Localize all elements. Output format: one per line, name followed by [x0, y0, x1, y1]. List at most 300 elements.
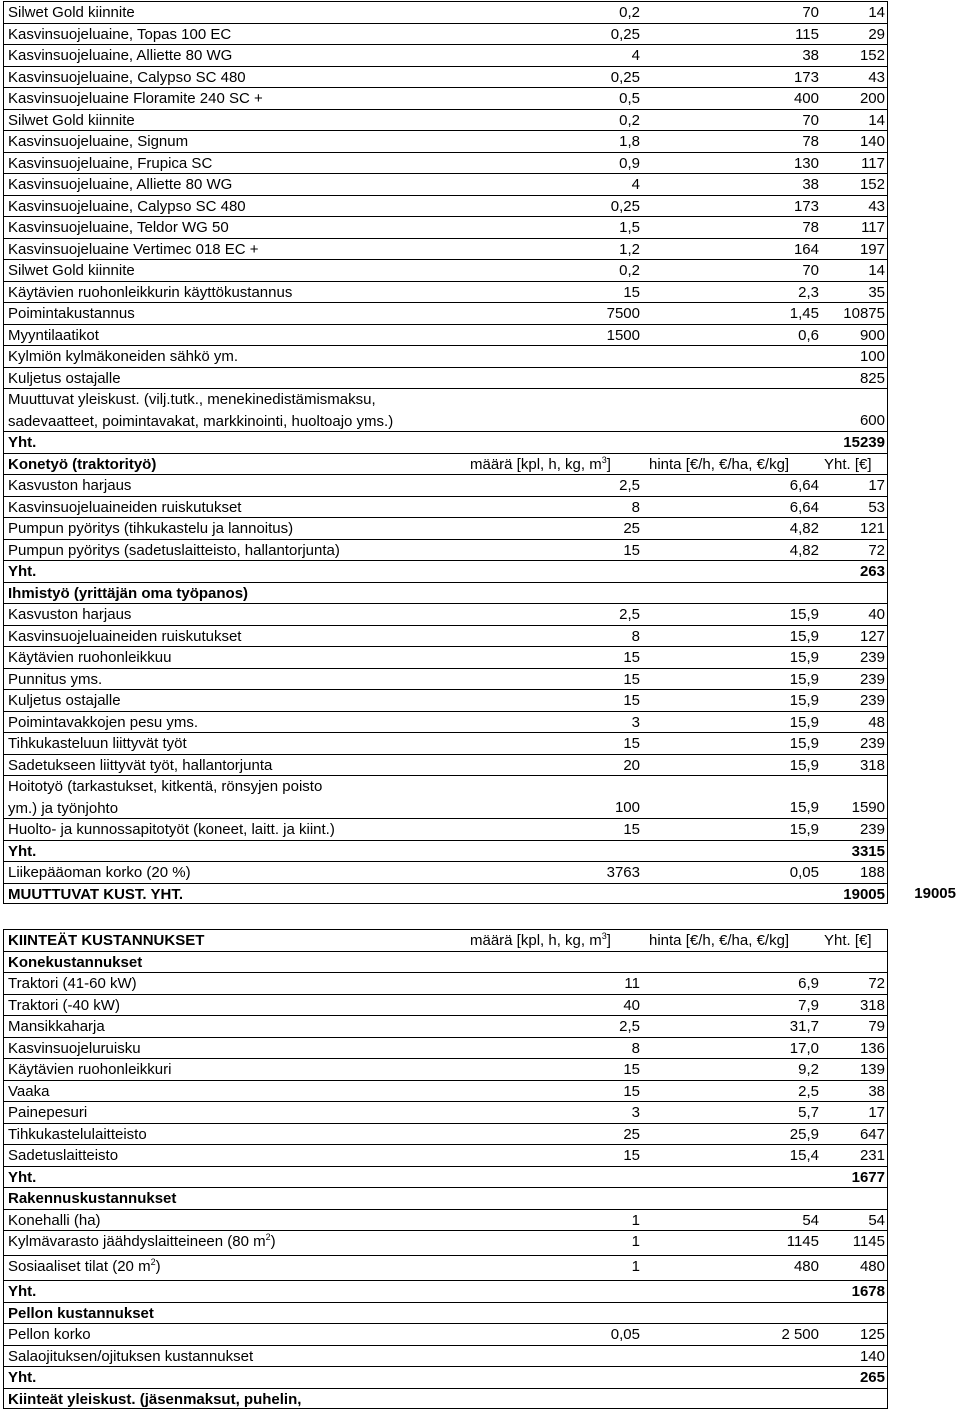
- quantity-cell: 0,9: [466, 152, 643, 174]
- total-cell: 14: [821, 1, 888, 23]
- section-header-row: [3, 453, 888, 475]
- total-cell: 647: [821, 1123, 888, 1145]
- row-label: Kasvinsuojeluaineiden ruiskutukset: [3, 496, 466, 518]
- sum-row: [3, 1280, 888, 1302]
- total-cell: 29: [821, 23, 888, 45]
- row-label: [3, 775, 466, 818]
- table-row: [3, 281, 888, 303]
- quantity-cell: 1,5: [466, 216, 643, 238]
- table-row: [3, 603, 888, 625]
- quantity-cell: 0,05: [466, 1323, 643, 1345]
- price-cell: 15,4: [643, 1144, 821, 1166]
- quantity-cell: 1500: [466, 324, 643, 346]
- quantity-cell: 3: [466, 1101, 643, 1123]
- header-qty-end: ]: [606, 455, 611, 473]
- row-label: Pumpun pyöritys (tihkukastelu ja lannoitus): [3, 517, 466, 539]
- row-label: Pellon kustannukset: [3, 1302, 466, 1324]
- price-cell: 15,9: [643, 689, 821, 711]
- total-cell: 127: [821, 625, 888, 647]
- total-cell: 10875: [821, 302, 888, 324]
- grand-total-row: [3, 883, 956, 905]
- price-cell: 70: [643, 109, 821, 131]
- row-label: Yht.: [3, 1166, 466, 1188]
- row-label: Kasvinsuojeluaine, Calypso SC 480: [3, 66, 466, 88]
- row-label: Tihkukasteluun liittyvät työt: [3, 732, 466, 754]
- quantity-cell: 0,5: [466, 87, 643, 109]
- price-cell: 164: [643, 238, 821, 260]
- total-cell: 600: [821, 388, 888, 431]
- price-cell: hinta [€/h, €/ha, €/kg]: [643, 453, 821, 475]
- price-cell: [643, 560, 821, 582]
- price-cell: [643, 388, 821, 431]
- table-row: [3, 238, 888, 260]
- price-cell: [643, 1166, 821, 1188]
- price-cell: [643, 345, 821, 367]
- table-row: [3, 173, 888, 195]
- quantity-cell: 100: [466, 775, 643, 818]
- price-cell: 15,9: [643, 668, 821, 690]
- quantity-cell: 0,2: [466, 259, 643, 281]
- price-cell: [643, 840, 821, 862]
- total-cell: 1678: [821, 1280, 888, 1302]
- total-cell: 121: [821, 517, 888, 539]
- row-label: Myyntilaatikot: [3, 324, 466, 346]
- total-cell: 239: [821, 732, 888, 754]
- section-title-row: [3, 582, 888, 604]
- section-header-row: [3, 929, 888, 951]
- quantity-cell: 0,2: [466, 1, 643, 23]
- total-cell: 318: [821, 994, 888, 1016]
- row-label: Käytävien ruohonleikkuri: [3, 1058, 466, 1080]
- row-label-sup: 2: [265, 1232, 271, 1242]
- price-cell: [643, 582, 821, 604]
- quantity-cell: 4: [466, 44, 643, 66]
- total-cell: 117: [821, 152, 888, 174]
- row-label: Kasvinsuojeluaine, Alliette 80 WG: [3, 173, 466, 195]
- row-label-line: sadevaatteet, poimintavakat, markkinointi, huoltoajo yms.): [8, 412, 394, 430]
- row-label: Painepesuri: [3, 1101, 466, 1123]
- price-cell: 15,9: [643, 625, 821, 647]
- price-cell: 54: [643, 1209, 821, 1231]
- sum-row: [3, 560, 888, 582]
- row-label: Kasvinsuojeluaineiden ruiskutukset: [3, 625, 466, 647]
- row-label: [3, 1209, 466, 1231]
- price-cell: 173: [643, 66, 821, 88]
- table-row: [3, 66, 888, 88]
- table-row: [3, 324, 888, 346]
- header-qty-text: määrä [kpl, h, kg, m: [470, 932, 602, 949]
- price-cell: 4,82: [643, 539, 821, 561]
- row-label: Sadetukseen liittyvät työt, hallantorjunta: [3, 754, 466, 776]
- row-label: Traktori (41-60 kW): [3, 972, 466, 994]
- total-cell: 200: [821, 87, 888, 109]
- price-cell: [643, 431, 821, 453]
- total-cell: 263: [821, 560, 888, 582]
- total-cell: 139: [821, 1058, 888, 1080]
- table-row: [3, 1209, 888, 1231]
- table-row: [3, 1388, 888, 1410]
- table-row: [3, 109, 888, 131]
- price-cell: [643, 1345, 821, 1367]
- total-cell: 3315: [821, 840, 888, 862]
- row-label: Kasvuston harjaus: [3, 603, 466, 625]
- quantity-cell: [466, 1280, 643, 1302]
- quantity-cell: 15: [466, 668, 643, 690]
- extra-total-cell: 19005: [914, 884, 956, 902]
- row-label: Salaojituksen/ojituksen kustannukset: [3, 1345, 466, 1367]
- row-label: Silwet Gold kiinnite: [3, 259, 466, 281]
- table-row-tall: [3, 388, 888, 431]
- table-row: [3, 625, 888, 647]
- row-label: Tihkukastelulaitteisto: [3, 1123, 466, 1145]
- total-cell: 140: [821, 130, 888, 152]
- total-cell: 14: [821, 259, 888, 281]
- quantity-cell: [466, 582, 643, 604]
- table-row: [3, 972, 888, 994]
- table-row: [3, 1101, 888, 1123]
- price-cell: 15,9: [643, 818, 821, 840]
- total-cell: 152: [821, 44, 888, 66]
- price-cell: 78: [643, 216, 821, 238]
- table-row: [3, 994, 888, 1016]
- row-label: Konetyö (traktorityö): [3, 453, 466, 475]
- table-row: [3, 732, 888, 754]
- price-cell: 173: [643, 195, 821, 217]
- row-label: Kasvinsuojeluaine, Signum: [3, 130, 466, 152]
- total-cell: 117: [821, 216, 888, 238]
- total-cell: [821, 582, 888, 604]
- total-cell: 125: [821, 1323, 888, 1345]
- total-cell: 188: [821, 861, 888, 883]
- total-cell: 152: [821, 173, 888, 195]
- table-row: [3, 1323, 888, 1345]
- total-cell: 53: [821, 496, 888, 518]
- price-cell: 25,9: [643, 1123, 821, 1145]
- table-row: [3, 259, 888, 281]
- price-cell: 6,64: [643, 474, 821, 496]
- total-cell: 43: [821, 195, 888, 217]
- table-row: [3, 496, 888, 518]
- price-cell: 15,9: [643, 775, 821, 818]
- price-cell: 38: [643, 44, 821, 66]
- row-label: [3, 388, 466, 431]
- price-cell: 2,3: [643, 281, 821, 303]
- price-cell: 0,6: [643, 324, 821, 346]
- total-cell: 1145: [821, 1230, 888, 1255]
- price-cell: [643, 883, 821, 905]
- table-row: [3, 302, 888, 324]
- price-cell: 7,9: [643, 994, 821, 1016]
- price-cell: 5,7: [643, 1101, 821, 1123]
- row-label: Kasvinsuojeluaine, Topas 100 EC: [3, 23, 466, 45]
- quantity-cell: 1,8: [466, 130, 643, 152]
- quantity-cell: 15: [466, 1080, 643, 1102]
- total-cell: 17: [821, 474, 888, 496]
- total-cell: 480: [821, 1255, 888, 1280]
- price-cell: [643, 1187, 821, 1209]
- quantity-cell: [466, 1366, 643, 1388]
- row-label: Yht.: [3, 1366, 466, 1388]
- price-cell: 0,05: [643, 861, 821, 883]
- row-label-text: Konehalli (ha): [8, 1211, 101, 1229]
- quantity-cell: 7500: [466, 302, 643, 324]
- total-cell: 40: [821, 603, 888, 625]
- total-cell: 72: [821, 539, 888, 561]
- table-row: [3, 818, 888, 840]
- table-row: [3, 517, 888, 539]
- row-label-line: Muuttuvat yleiskust. (vilj.tutk., menekinedistämismaksu,: [8, 391, 376, 408]
- quantity-cell: 15: [466, 539, 643, 561]
- total-cell: 38: [821, 1080, 888, 1102]
- price-cell: [643, 1388, 821, 1410]
- row-label: [3, 1255, 466, 1280]
- table-row: [3, 689, 888, 711]
- price-cell: 1145: [643, 1230, 821, 1255]
- total-cell: 265: [821, 1366, 888, 1388]
- price-cell: [643, 1366, 821, 1388]
- row-label: Ihmistyö (yrittäjän oma työpanos): [3, 582, 466, 604]
- table-row: [3, 44, 888, 66]
- total-cell: 1590: [821, 775, 888, 818]
- quantity-cell: 15: [466, 646, 643, 668]
- price-cell: 115: [643, 23, 821, 45]
- table-row: [3, 539, 888, 561]
- quantity-cell: [466, 560, 643, 582]
- table-row: [3, 1015, 888, 1037]
- total-cell: 197: [821, 238, 888, 260]
- row-label: Traktori (-40 kW): [3, 994, 466, 1016]
- sum-row: [3, 1166, 888, 1188]
- price-cell: 400: [643, 87, 821, 109]
- row-label: Silwet Gold kiinnite: [3, 109, 466, 131]
- table-row: [3, 1037, 888, 1059]
- price-cell: 15,9: [643, 754, 821, 776]
- row-label: [3, 1230, 466, 1255]
- total-cell: 239: [821, 689, 888, 711]
- quantity-cell: 20: [466, 754, 643, 776]
- quantity-cell: 3: [466, 711, 643, 733]
- quantity-cell: 0,25: [466, 23, 643, 45]
- quantity-cell: [466, 929, 643, 951]
- row-label: Käytävien ruohonleikkuu: [3, 646, 466, 668]
- table-row: [3, 1144, 888, 1166]
- quantity-cell: 11: [466, 972, 643, 994]
- total-cell: 100: [821, 345, 888, 367]
- row-label: Kasvuston harjaus: [3, 474, 466, 496]
- row-label: Pumpun pyöritys (sadetuslaitteisto, hallantorjunta): [3, 539, 466, 561]
- total-cell: 825: [821, 367, 888, 389]
- quantity-cell: 15: [466, 1058, 643, 1080]
- row-label: Kasvinsuojeluaine Floramite 240 SC +: [3, 87, 466, 109]
- row-label: MUUTTUVAT KUST. YHT.: [3, 883, 466, 905]
- price-cell: 2,5: [643, 1080, 821, 1102]
- price-cell: [643, 1280, 821, 1302]
- row-label: Käytävien ruohonleikkurin käyttökustannus: [3, 281, 466, 303]
- quantity-cell: 2,5: [466, 603, 643, 625]
- total-cell: 239: [821, 818, 888, 840]
- quantity-cell: [466, 1187, 643, 1209]
- table-row: [3, 216, 888, 238]
- quantity-cell: 3763: [466, 861, 643, 883]
- row-label: Sadetuslaitteisto: [3, 1144, 466, 1166]
- total-cell: 19005: [821, 883, 888, 905]
- quantity-cell: [466, 1166, 643, 1188]
- total-cell: 48: [821, 711, 888, 733]
- total-cell: 900: [821, 324, 888, 346]
- quantity-cell: [466, 883, 643, 905]
- total-cell: 43: [821, 66, 888, 88]
- row-label: Kasvinsuojeluaine, Frupica SC: [3, 152, 466, 174]
- quantity-cell: [466, 1388, 643, 1410]
- row-label: Poimintavakkojen pesu yms.: [3, 711, 466, 733]
- price-cell: 480: [643, 1255, 821, 1280]
- row-label: Kasvinsuojeluaine, Alliette 80 WG: [3, 44, 466, 66]
- row-label-line: Hoitotyö (tarkastukset, kitkentä, rönsyjen poisto: [8, 778, 323, 795]
- quantity-cell: [466, 345, 643, 367]
- row-label: Mansikkaharja: [3, 1015, 466, 1037]
- table-row: [3, 1, 888, 23]
- table-row: [3, 87, 888, 109]
- total-cell: Yht. [€]: [821, 929, 888, 951]
- row-label: Yht.: [3, 431, 466, 453]
- header-qty-end: ]: [606, 932, 611, 949]
- quantity-cell: 0,25: [466, 66, 643, 88]
- table-row: [3, 195, 888, 217]
- quantity-cell: [466, 431, 643, 453]
- row-label: Kasvinsuojeluaine Vertimec 018 EC +: [3, 238, 466, 260]
- price-cell: 38: [643, 173, 821, 195]
- price-cell: 1,45: [643, 302, 821, 324]
- quantity-cell: 25: [466, 1123, 643, 1145]
- quantity-cell: 15: [466, 281, 643, 303]
- row-label: Kasvinsuojeluaine, Teldor WG 50: [3, 216, 466, 238]
- table-row-tall: [3, 775, 888, 818]
- total-cell: [821, 1302, 888, 1324]
- section-title-row: [3, 951, 888, 973]
- price-cell: 70: [643, 259, 821, 281]
- header-qty-text: määrä [kpl, h, kg, m: [470, 455, 602, 473]
- price-cell: 15,9: [643, 603, 821, 625]
- quantity-cell: 15: [466, 1144, 643, 1166]
- quantity-cell: [466, 951, 643, 973]
- quantity-cell: 1: [466, 1230, 643, 1255]
- header-qty-sup: 3: [601, 454, 607, 465]
- quantity-cell: 8: [466, 625, 643, 647]
- price-cell: [643, 1302, 821, 1324]
- row-label: KIINTEÄT KUSTANNUKSET: [3, 929, 466, 951]
- quantity-cell: [466, 1345, 643, 1367]
- table-row: [3, 23, 888, 45]
- quantity-cell: 1,2: [466, 238, 643, 260]
- price-cell: 31,7: [643, 1015, 821, 1037]
- price-cell: [643, 951, 821, 973]
- row-label-after: ): [155, 1258, 161, 1275]
- total-cell: 79: [821, 1015, 888, 1037]
- price-cell: 9,2: [643, 1058, 821, 1080]
- quantity-cell: 25: [466, 517, 643, 539]
- row-label: Kuljetus ostajalle: [3, 689, 466, 711]
- total-cell: 72: [821, 972, 888, 994]
- quantity-cell: 2,5: [466, 474, 643, 496]
- quantity-cell: 8: [466, 496, 643, 518]
- total-cell: 15239: [821, 431, 888, 453]
- total-cell: 35: [821, 281, 888, 303]
- price-cell: 78: [643, 130, 821, 152]
- total-cell: 54: [821, 1209, 888, 1231]
- table-row: [3, 1255, 888, 1280]
- quantity-cell: [466, 840, 643, 862]
- quantity-cell: 0,25: [466, 195, 643, 217]
- table-row: [3, 152, 888, 174]
- price-cell: hinta [€/h, €/ha, €/kg]: [643, 929, 821, 951]
- total-cell: 1677: [821, 1166, 888, 1188]
- row-label: Huolto- ja kunnossapitotyöt (koneet, laitt. ja kiint.): [3, 818, 466, 840]
- total-cell: 239: [821, 646, 888, 668]
- total-cell: 318: [821, 754, 888, 776]
- row-label-text: Kylmävarasto jäähdyslaitteineen (80 m: [8, 1233, 266, 1250]
- price-cell: 15,9: [643, 646, 821, 668]
- quantity-cell: 8: [466, 1037, 643, 1059]
- row-label-sup: 2: [150, 1257, 156, 1267]
- row-label: Yht.: [3, 840, 466, 862]
- table-row: [3, 668, 888, 690]
- table-row: [3, 345, 888, 367]
- price-cell: 130: [643, 152, 821, 174]
- table-row: [3, 646, 888, 668]
- quantity-cell: [466, 453, 643, 475]
- table-row: [3, 474, 888, 496]
- table-row: [3, 711, 888, 733]
- section-title-row: [3, 1187, 888, 1209]
- total-cell: 14: [821, 109, 888, 131]
- row-label: Poimintakustannus: [3, 302, 466, 324]
- table-row: [3, 1230, 888, 1255]
- row-label: Konekustannukset: [3, 951, 466, 973]
- row-label: Pellon korko: [3, 1323, 466, 1345]
- row-label: Punnitus yms.: [3, 668, 466, 690]
- row-label: Kasvinsuojeluruisku: [3, 1037, 466, 1059]
- row-label: Kiinteät yleiskust. (jäsenmaksut, puhelin,: [3, 1388, 466, 1410]
- quantity-cell: 0,2: [466, 109, 643, 131]
- total-cell: 140: [821, 1345, 888, 1367]
- total-cell: 231: [821, 1144, 888, 1166]
- quantity-cell: 15: [466, 818, 643, 840]
- total-cell: Yht. [€]: [821, 453, 888, 475]
- header-qty-sup: 3: [601, 931, 607, 941]
- quantity-cell: [466, 388, 643, 431]
- total-cell: [821, 951, 888, 973]
- price-cell: 2 500: [643, 1323, 821, 1345]
- total-cell: 136: [821, 1037, 888, 1059]
- price-cell: 17,0: [643, 1037, 821, 1059]
- total-cell: [821, 1388, 888, 1410]
- sum-row: [3, 840, 888, 862]
- quantity-cell: [466, 367, 643, 389]
- price-cell: [643, 367, 821, 389]
- quantity-cell: 15: [466, 689, 643, 711]
- price-cell: 6,9: [643, 972, 821, 994]
- total-cell: 17: [821, 1101, 888, 1123]
- quantity-cell: 1: [466, 1209, 643, 1231]
- row-label: Rakennuskustannukset: [3, 1187, 466, 1209]
- total-cell: [821, 1187, 888, 1209]
- price-cell: 4,82: [643, 517, 821, 539]
- table-row: [3, 1080, 888, 1102]
- row-label: Kuljetus ostajalle: [3, 367, 466, 389]
- price-cell: 15,9: [643, 711, 821, 733]
- table-row: [3, 1123, 888, 1145]
- total-cell: 239: [821, 668, 888, 690]
